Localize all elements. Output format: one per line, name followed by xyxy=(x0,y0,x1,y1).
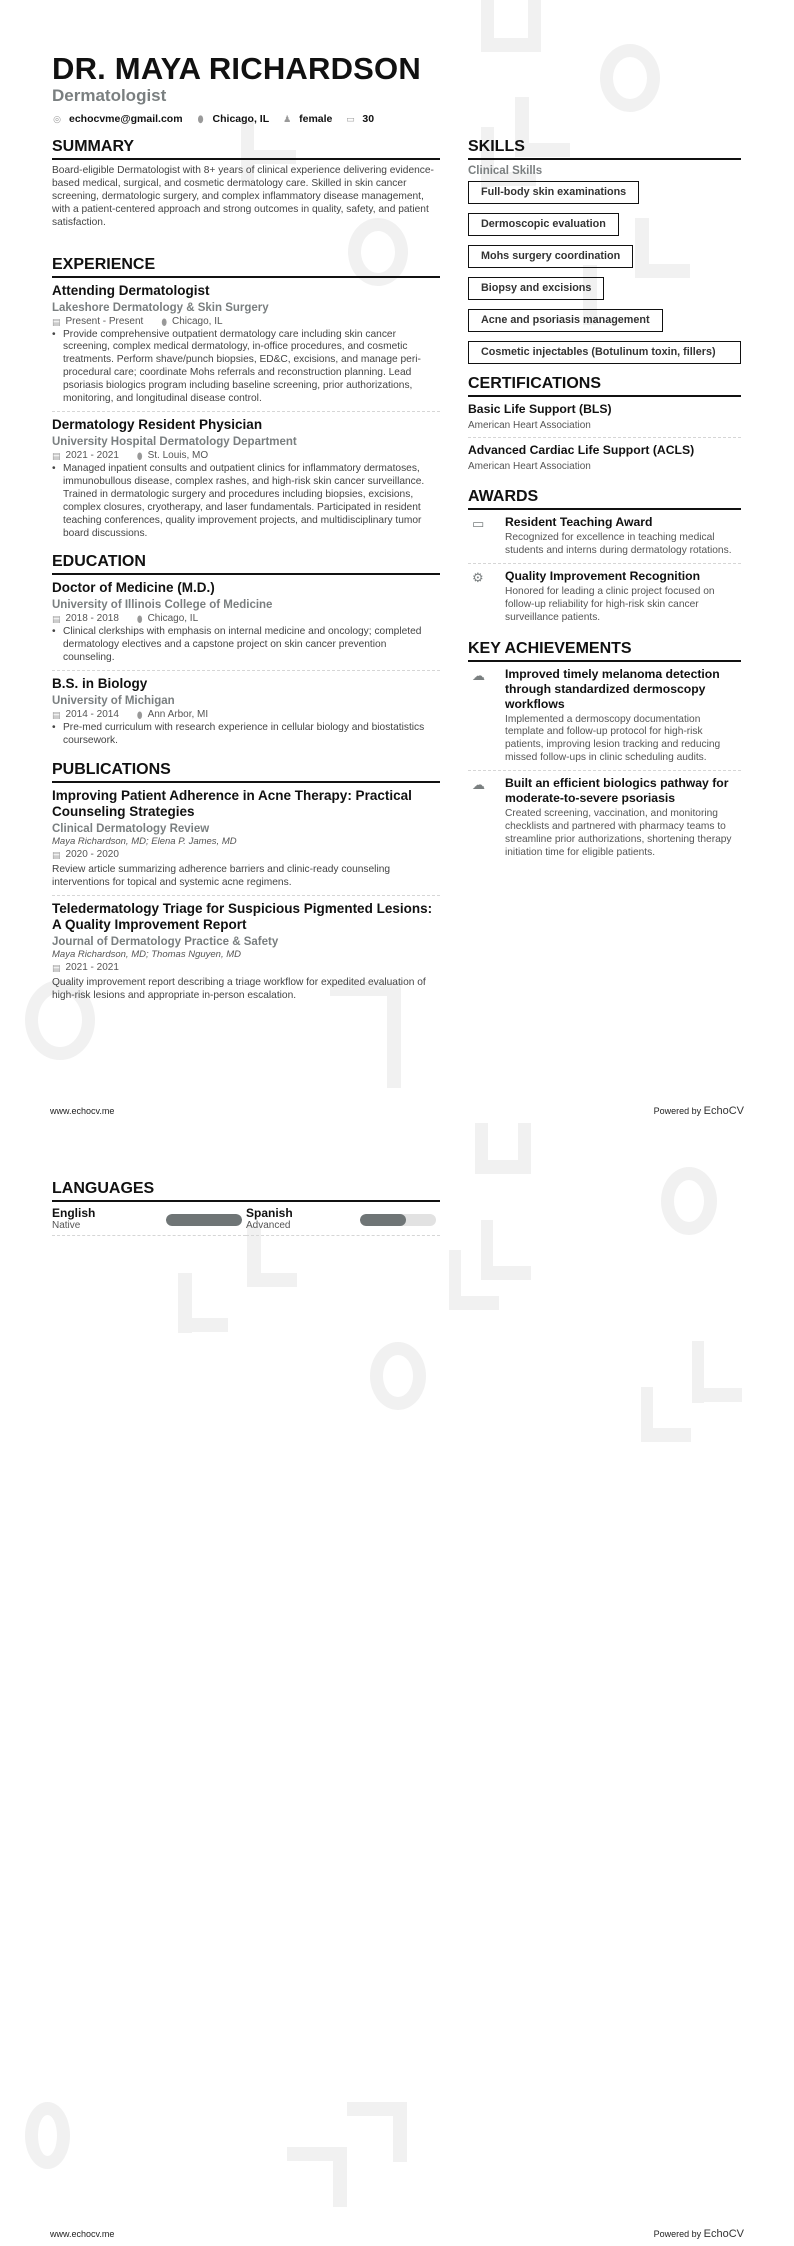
employer: University Hospital Dermatology Department xyxy=(52,435,297,448)
authors: Maya Richardson, MD; Elena P. James, MD xyxy=(52,835,237,847)
location: Ann Arbor, MI xyxy=(147,709,209,721)
publication-entry xyxy=(52,901,440,1008)
publication-title: Teledermatology Triage for Suspicious Pigmented Lesions: A Quality Improvement Report xyxy=(52,900,433,932)
language-name: English xyxy=(52,1206,96,1220)
website-link[interactable]: www.echocv.me xyxy=(50,1106,115,1116)
experience-section xyxy=(52,256,440,546)
cloud-icon: ☁ xyxy=(472,777,485,793)
award-description: Honored for leading a clinic project focused on follow-up reliability for high-risk skin cancer surveillance patients. xyxy=(505,585,715,623)
publications-section xyxy=(52,761,440,1008)
page-footer xyxy=(50,1105,744,1117)
location: Chicago, IL xyxy=(147,613,199,625)
dates: 2018 - 2018 xyxy=(65,613,119,625)
award-entry xyxy=(468,569,741,630)
location-pin-icon: ⬮ xyxy=(197,113,204,124)
location: St. Louis, MO xyxy=(147,449,209,461)
award-entry xyxy=(468,515,741,564)
achievement-entry xyxy=(468,776,741,865)
award-title: Quality Improvement Recognition xyxy=(505,568,701,583)
entry-meta xyxy=(52,962,440,974)
section-heading-summary: SUMMARY xyxy=(52,138,440,160)
calendar-icon: ▤ xyxy=(52,849,61,860)
school: University of Illinois College of Medicine xyxy=(52,599,273,612)
entry-meta xyxy=(52,849,440,861)
degree: Doctor of Medicine (M.D.) xyxy=(52,580,215,596)
education-entry xyxy=(52,676,440,753)
section-heading-certifications: CERTIFICATIONS xyxy=(468,375,741,397)
contact-list xyxy=(52,113,421,125)
contact-gender-value: female xyxy=(299,113,333,125)
proficiency-bar xyxy=(360,1214,436,1226)
languages-section xyxy=(52,1180,440,1236)
contact-location-value: Chicago, IL xyxy=(212,113,270,125)
language-list xyxy=(52,1207,440,1236)
proficiency-bar xyxy=(166,1214,242,1226)
section-heading-education: EDUCATION xyxy=(52,553,440,575)
education-entry xyxy=(52,580,440,671)
skill-chip: Acne and psoriasis management xyxy=(468,309,663,332)
contact-email[interactable] xyxy=(52,113,183,125)
employer: Lakeshore Dermatology & Skin Surgery xyxy=(52,301,269,314)
at-icon: ◎ xyxy=(53,113,61,124)
experience-entry xyxy=(52,283,440,412)
powered-by: Powered by EchoCV xyxy=(653,1105,744,1117)
achievement-title: Improved timely melanoma detection through standardized dermoscopy workflows xyxy=(505,666,720,711)
skill-chip: Full-body skin examinations xyxy=(468,181,639,204)
certification-issuer: American Heart Association xyxy=(468,461,591,472)
job-title: Dermatology Resident Physician xyxy=(52,416,263,432)
location: Chicago, IL xyxy=(171,315,223,327)
dates: 2020 - 2020 xyxy=(65,848,119,860)
skill-chip: Dermoscopic evaluation xyxy=(468,213,619,236)
location-pin-icon: ⬮ xyxy=(161,316,167,327)
publication-title: Improving Patient Adherence in Acne Therapy: Practical Counseling Strategies xyxy=(52,787,412,819)
entry-meta xyxy=(52,709,440,721)
bullet-point: • Pre-med curriculum with research experience in cellular biology and biostatistics coursework. xyxy=(52,722,440,748)
location-pin-icon: ⬮ xyxy=(136,614,143,625)
section-heading-achievements: KEY ACHIEVEMENTS xyxy=(468,640,741,662)
contact-email-value: echocvme@gmail.com xyxy=(69,113,183,125)
entry-meta xyxy=(52,450,440,462)
powered-by: Powered by EchoCV xyxy=(653,2228,744,2240)
calendar-icon: ▤ xyxy=(52,316,61,327)
skill-chip-list xyxy=(468,181,741,373)
publication-description: Quality improvement report describing a triage workflow for expedited evaluation of high-risk lesions and appropriate in-person escalation. xyxy=(52,976,426,1001)
achievement-entry xyxy=(468,667,741,772)
dates: 2021 - 2021 xyxy=(65,449,119,461)
certifications-section xyxy=(468,375,741,478)
cloud-icon: ☁ xyxy=(472,667,485,683)
publication-entry xyxy=(52,788,440,896)
bullet-point: • Managed inpatient consults and outpatient clinics for inflammatory dermatoses, immunobullous disease, complex rashes, and high-risk skin cancer surveillance. Trained in dermatologic surgery and procedures including biopsies, excisions, complex closures, cryotherapy, and laser fundamentals. Participated in resident teaching conferences, quality improvement projects, and multidisciplinary tumor board discussions. xyxy=(52,463,440,540)
gear-icon: ⚙ xyxy=(472,569,484,585)
award-description: Recognized for excellence in teaching medical students and interns during dermatology rotations. xyxy=(505,532,732,556)
dates: Present - Present xyxy=(65,315,144,327)
resume-page-2 xyxy=(0,1123,794,2246)
calendar-icon: ▤ xyxy=(52,710,61,721)
experience-entry xyxy=(52,417,440,545)
section-heading-awards: AWARDS xyxy=(468,488,741,510)
entry-meta xyxy=(52,613,440,625)
skill-chip: Mohs surgery coordination xyxy=(468,245,633,268)
brand-link[interactable]: EchoCV xyxy=(703,1105,744,1117)
achievement-description: Created screening, vaccination, and monitoring checklists and partnered with pharmacy teams to streamline prior authorizations, shortening therapy initiation time for eligible patients. xyxy=(505,808,732,858)
person-icon: ♟ xyxy=(283,113,292,124)
contact-location xyxy=(196,113,270,125)
candidate-title: Dermatologist xyxy=(52,86,167,105)
page-footer xyxy=(50,2228,744,2240)
journal: Journal of Dermatology Practice & Safety xyxy=(52,935,279,948)
location-pin-icon: ⬮ xyxy=(136,710,143,721)
certification-issuer: American Heart Association xyxy=(468,420,591,431)
skills-section xyxy=(468,138,741,373)
publication-description: Review article summarizing adherence barriers and clinic-ready counseling interventions for topical and systemic acne regimens. xyxy=(52,863,391,888)
language-name: Spanish xyxy=(246,1206,293,1220)
website-link[interactable]: www.echocv.me xyxy=(50,2229,115,2239)
bullet-point: • Clinical clerkships with emphasis on internal medicine and oncology; completed dermatology electives and a capstone project on skin cancer prevention counseling. xyxy=(52,626,440,665)
section-heading-skills: SKILLS xyxy=(468,138,741,160)
dates: 2014 - 2014 xyxy=(65,709,119,721)
award-title: Resident Teaching Award xyxy=(505,515,653,529)
degree: B.S. in Biology xyxy=(52,676,148,692)
candidate-name: DR. MAYA RICHARDSON xyxy=(52,51,421,86)
education-section xyxy=(52,553,440,753)
proficiency-fill xyxy=(166,1214,242,1226)
location-pin-icon: ⬮ xyxy=(136,450,143,461)
job-title: Attending Dermatologist xyxy=(52,282,210,298)
summary-text: Board-eligible Dermatologist with 8+ years of clinical experience delivering evidence-based medical, surgical, and cosmetic dermatology care. Skilled in skin cancer screening, dermatologic surgery, and complex inflammatory disease management, with a patient-centered approach and strong outcomes in quality, safety, and patient satisfaction. xyxy=(52,165,434,228)
right-column xyxy=(468,138,741,870)
achievement-title: Built an efficient biologics pathway for moderate-to-severe psoriasis xyxy=(505,776,729,806)
entry-meta xyxy=(52,316,440,328)
contact-gender xyxy=(282,113,332,125)
left-column xyxy=(52,1180,440,1236)
skill-chip: Biopsy and excisions xyxy=(468,277,604,300)
language-level: Advanced xyxy=(246,1220,291,1231)
achievements-section xyxy=(468,640,741,865)
certification-entry xyxy=(468,402,741,438)
battery-icon: ▭ xyxy=(472,516,485,531)
skill-chip: Cosmetic injectables (Botulinum toxin, fillers) xyxy=(468,341,741,364)
bullet-point: • Provide comprehensive outpatient dermatology care including skin cancer screening, complex medical dermatology, in-office procedures, and cosmetic treatments. Perform shave/punch biopsies, ED&C, excisions, and manage peri-procedural care; coordinate Mohs referrals and reconstruction planning. Lead psoriasis biologics program including baseline screening, prior authorizations, monitoring, and longitudinal disease control. xyxy=(52,329,440,406)
section-heading-experience: EXPERIENCE xyxy=(52,256,440,278)
language-level: Native xyxy=(52,1220,81,1231)
resume-header xyxy=(52,52,421,125)
calendar-icon: ▤ xyxy=(52,614,61,625)
achievement-description: Implemented a dermoscopy documentation template and follow-up protocol for high-risk patients, improving lesion tracking and reducing missed follow-ups in clinic scheduling audits. xyxy=(505,713,721,764)
brand-link[interactable]: EchoCV xyxy=(703,2228,744,2240)
calendar-icon: ▤ xyxy=(52,450,61,461)
skill-group-label: Clinical Skills xyxy=(468,165,543,177)
authors: Maya Richardson, MD; Thomas Nguyen, MD xyxy=(52,948,242,960)
summary-section xyxy=(52,138,440,230)
section-heading-publications: PUBLICATIONS xyxy=(52,761,440,783)
language-entry xyxy=(52,1207,246,1236)
proficiency-fill xyxy=(360,1214,406,1226)
left-column xyxy=(52,138,440,1013)
contact-age-value: 30 xyxy=(362,113,375,125)
calendar-icon: ▭ xyxy=(346,113,355,124)
language-entry xyxy=(246,1207,440,1236)
certification-name: Advanced Cardiac Life Support (ACLS) xyxy=(468,443,695,457)
journal: Clinical Dermatology Review xyxy=(52,822,210,835)
certification-entry xyxy=(468,443,741,478)
calendar-icon: ▤ xyxy=(52,962,61,973)
school: University of Michigan xyxy=(52,695,175,708)
awards-section xyxy=(468,488,741,630)
section-heading-languages: LANGUAGES xyxy=(52,1180,440,1202)
contact-age xyxy=(345,113,374,125)
dates: 2021 - 2021 xyxy=(65,961,119,973)
certification-name: Basic Life Support (BLS) xyxy=(468,402,612,416)
